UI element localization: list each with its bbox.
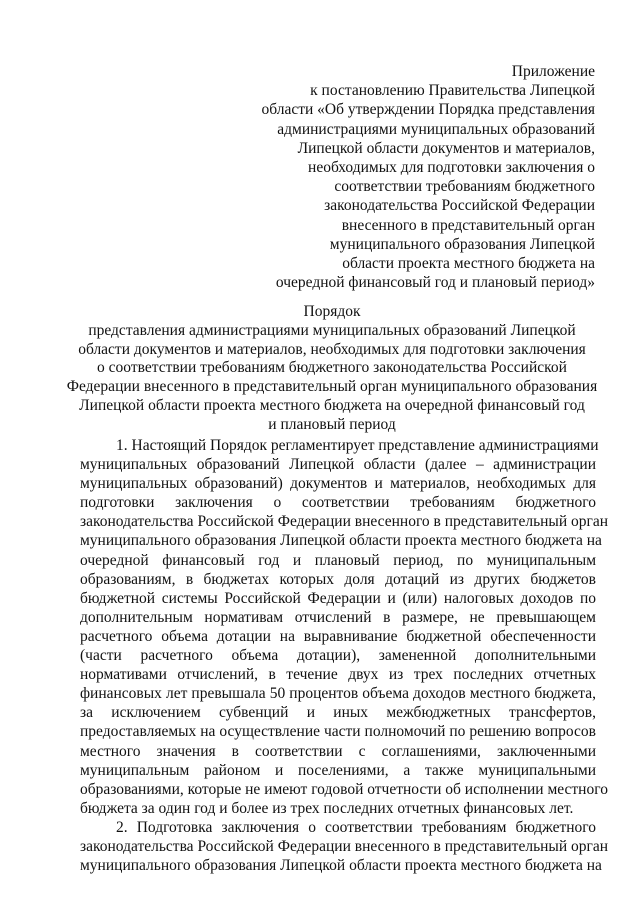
paragraph-line: очередной финансовый год и плановый период, по муниципальным bbox=[80, 551, 596, 569]
paragraph-line: дополнительным нормативам отчислений в размере, не превышающем bbox=[80, 608, 596, 626]
paragraph-line: нормативами отчислений, в течение двух из трех последних отчетных bbox=[80, 666, 596, 684]
appendix-header bbox=[235, 62, 595, 292]
appendix-line: Приложение bbox=[511, 63, 595, 80]
appendix-line: области проекта местного бюджета на bbox=[342, 255, 595, 273]
title-line: Федерации внесенного в представительный орган муниципального образования bbox=[66, 378, 598, 396]
paragraph-line: образованиям, в бюджетах которых доля дотаций из других бюджетов bbox=[80, 570, 596, 588]
document-title bbox=[64, 303, 600, 435]
paragraph-line: законодательства Российской Федерации внесенного в представительный орган bbox=[80, 837, 609, 855]
paragraph-line: муниципальным районом и поселениями, а также муниципальными bbox=[80, 761, 596, 779]
paragraph-line: 2. Подготовка заключения о соответствии требованиям бюджетного bbox=[116, 818, 596, 836]
paragraph-line: за исключением субвенций и иных межбюджетных трансфертов, bbox=[80, 704, 596, 722]
paragraph-line: муниципального образования Липецкой области проекта местного бюджета на bbox=[80, 532, 602, 550]
paragraph-2 bbox=[80, 818, 609, 875]
paragraph-line: бюджетной системы Российской Федерации и (или) налоговых доходов по bbox=[80, 589, 596, 607]
appendix-line: внесенного в представительный орган bbox=[341, 216, 595, 234]
title-line: и плановый период bbox=[268, 415, 396, 433]
paragraph-line: расчетного объема дотации на выравнивание бюджетной обеспеченности bbox=[80, 627, 596, 645]
appendix-line: муниципального образования Липецкой bbox=[329, 235, 595, 253]
paragraph-line: муниципального образования Липецкой области проекта местного бюджета на bbox=[80, 857, 602, 875]
paragraph-line: муниципальных образований Липецкой области (далее – администрации bbox=[80, 456, 596, 474]
paragraph-line: местного значения в соответствии с соглашениями, заключенными bbox=[80, 742, 596, 760]
appendix-line: законодательства Российской Федерации bbox=[324, 197, 595, 215]
title-line: о соответствии требованиям бюджетного законодательства Российской bbox=[97, 359, 567, 377]
appendix-line: к постановлению Правительства Липецкой bbox=[310, 82, 595, 100]
title-line: области документов и материалов, необходимых для подготовки заключения bbox=[78, 340, 586, 358]
paragraph-line: (части расчетного объема дотации), замененной дополнительными bbox=[80, 647, 596, 665]
appendix-line: соответствии требованиям бюджетного bbox=[334, 178, 595, 196]
paragraph-line: финансовых лет превышала 50 процентов объема доходов местного бюджета, bbox=[80, 685, 596, 703]
paragraph-line: подготовки заключения о соответствии требованиям бюджетного bbox=[80, 494, 596, 512]
title-heading: Порядок bbox=[303, 303, 361, 320]
paragraph-line: образованиями, которые не имеют годовой отчетности об исполнении местного bbox=[80, 780, 608, 798]
title-line: Липецкой области проекта местного бюджета на очередной финансовый год bbox=[79, 396, 585, 414]
paragraph-line: 1. Настоящий Порядок регламентирует представление администрациями bbox=[116, 437, 599, 454]
title-line: представления администрациями муниципальных образований Липецкой bbox=[88, 321, 576, 339]
appendix-line: очередной финансовый год и плановый период» bbox=[275, 274, 595, 292]
paragraph-line: законодательства Российской Федерации внесенного в представительный орган bbox=[80, 513, 609, 531]
paragraph-line: предоставляемых на осуществление части полномочий по решению вопросов bbox=[80, 723, 596, 741]
appendix-line: области «Об утверждении Порядка представления bbox=[261, 101, 595, 119]
appendix-line: Липецкой области документов и материалов, bbox=[297, 139, 595, 157]
paragraph-line: муниципальных образований) документов и материалов, необходимых для bbox=[80, 475, 596, 493]
paragraph-1 bbox=[80, 436, 609, 818]
appendix-line: администрациями муниципальных образований bbox=[277, 120, 595, 138]
appendix-line: необходимых для подготовки заключения о bbox=[308, 159, 595, 177]
paragraph-line: бюджета за один год и более из трех последних отчетных финансовых лет. bbox=[80, 799, 574, 817]
document-body bbox=[80, 436, 609, 875]
